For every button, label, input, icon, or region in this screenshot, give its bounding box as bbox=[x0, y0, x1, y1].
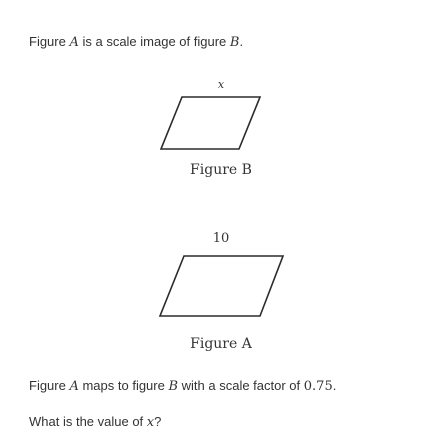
statement-figure-b: B bbox=[168, 379, 179, 394]
figure-a-parallelogram bbox=[160, 256, 283, 316]
intro-prefix: Figure bbox=[29, 34, 70, 49]
statement-suffix: . bbox=[332, 378, 337, 393]
figure-b-parallelogram bbox=[161, 97, 260, 149]
intro-figure-b: B bbox=[229, 35, 240, 50]
intro-middle: is a scale image of figure bbox=[78, 34, 230, 49]
statement-prefix: Figure bbox=[29, 378, 70, 393]
question bbox=[29, 414, 161, 431]
intro-figure-a: A bbox=[69, 35, 79, 50]
statement-sentence bbox=[29, 378, 336, 395]
question-suffix: ? bbox=[154, 414, 162, 429]
figure-b-caption: Figure B bbox=[190, 162, 252, 178]
question-prefix: What is the value of bbox=[29, 414, 147, 429]
question-variable: x bbox=[146, 415, 155, 430]
figure-b-side-label: x bbox=[217, 78, 225, 91]
intro-suffix: . bbox=[239, 34, 244, 49]
scale-factor-value: 0.75 bbox=[303, 379, 333, 394]
statement-after: with a scale factor of bbox=[178, 378, 304, 393]
figure-a-caption: Figure A bbox=[190, 336, 252, 352]
figure-a-side-label: 10 bbox=[212, 231, 230, 246]
statement-middle: maps to figure bbox=[78, 378, 169, 393]
statement-figure-a: A bbox=[69, 379, 79, 394]
